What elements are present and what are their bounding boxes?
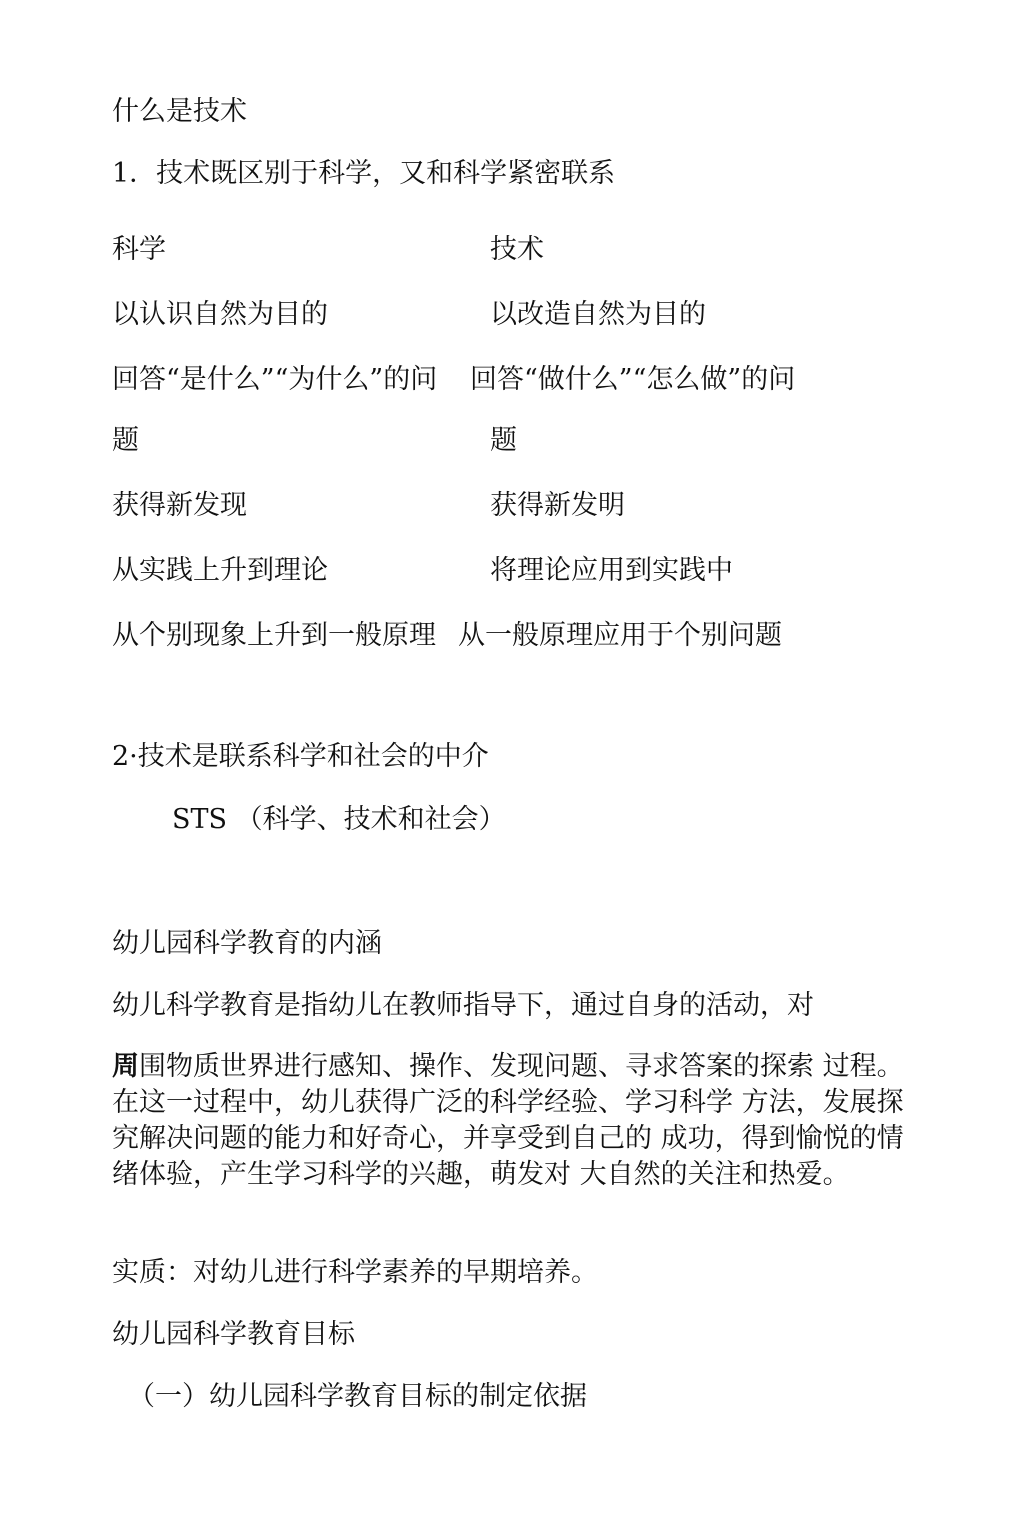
table-cell: 题 (112, 425, 139, 456)
sts-note: STS （科学、技术和社会） (172, 804, 506, 835)
section-heading-goals: 幼儿园科学教育目标 (112, 1319, 355, 1350)
table-header-science: 科学 (112, 234, 166, 265)
subheading-goal-basis: （一）幼儿园科学教育目标的制定依据 (128, 1381, 587, 1412)
table-cell: 以改造自然为目的 (490, 299, 706, 330)
table-cell: 从个别现象上升到一般原理 (112, 620, 436, 651)
section-heading-connotation: 幼儿园科学教育的内涵 (112, 928, 382, 959)
table-cell: 获得新发现 (112, 490, 247, 521)
point-2: 2·技术是联系科学和社会的中介 (112, 741, 489, 772)
definition-intro: 幼儿科学教育是指幼儿在教师指导下，通过自身的活动，对 (112, 990, 814, 1021)
table-cell: 题 (490, 425, 517, 456)
table-cell: 从一般原理应用于个别问题 (458, 620, 782, 651)
table-cell: 从实践上升到理论 (112, 555, 328, 586)
definition-paragraph (112, 1049, 912, 1193)
paragraph-body: 围物质世界进行感知、操作、发现问题、寻求答案的探索 过程。在这一过程中，幼儿获得广泛的科学经验、学习科学 方法，发展探究解决问题的能力和好奇心，并享受到自己的 成功，得到愉悦的情绪体验，产生学习科学的兴趣，萌发对 大自然的关注和热爱。 (112, 1051, 904, 1190)
point-1: 1．技术既区别于科学，又和科学紧密联系 (112, 158, 616, 189)
table-cell: 回答“做什么”“怎么做”的问 (470, 364, 796, 395)
table-header-technology: 技术 (490, 234, 544, 265)
table-cell: 获得新发明 (490, 490, 625, 521)
section-heading-what-is-technology: 什么是技术 (112, 96, 247, 127)
table-cell: 以认识自然为目的 (112, 299, 328, 330)
table-cell: 回答“是什么”“为什么”的问 (112, 364, 438, 395)
paragraph-first-char: 周 (112, 1051, 139, 1082)
table-cell: 将理论应用到实践中 (490, 555, 733, 586)
essence-line: 实质：对幼儿进行科学素养的早期培养。 (112, 1257, 598, 1288)
